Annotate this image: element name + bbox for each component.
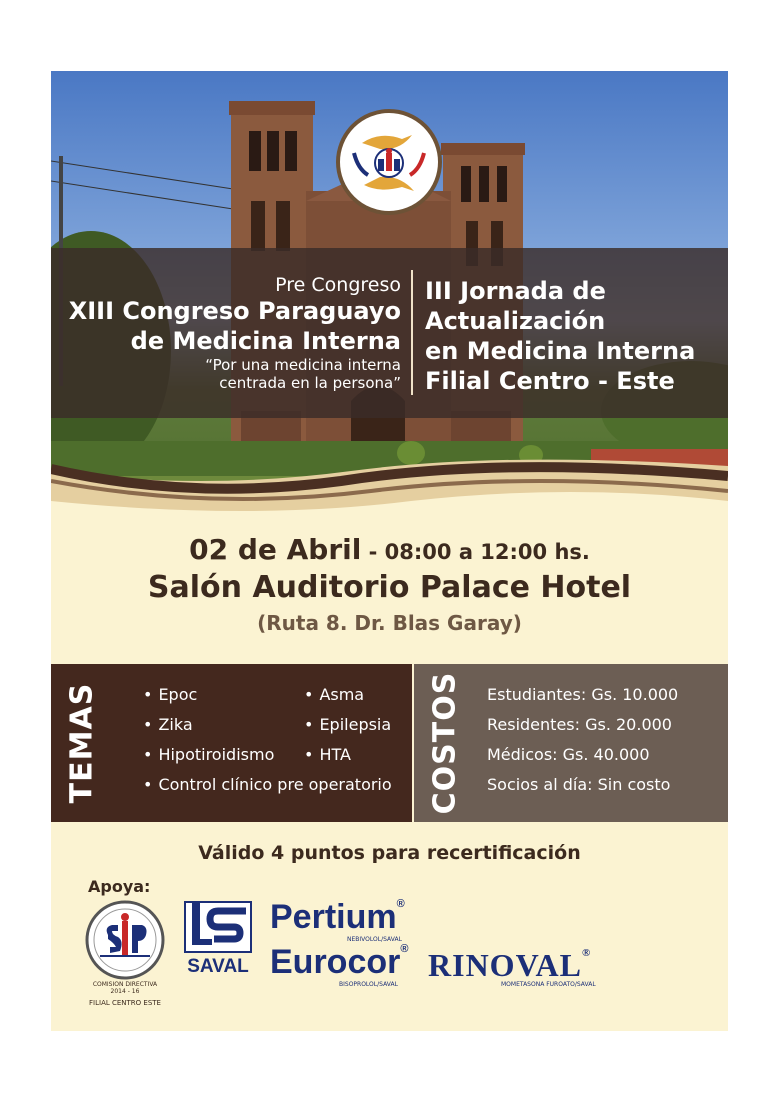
- apoya-label: Apoya:: [88, 877, 151, 896]
- recertification-note: Válido 4 puntos para recertificación: [198, 842, 581, 864]
- jornada-line3: en Medicina Interna: [425, 337, 696, 365]
- tema-item: • Zika: [143, 715, 193, 734]
- tema-item: • HTA: [304, 745, 351, 764]
- event-date: 02 de Abril: [189, 533, 362, 566]
- temas-label: TEMAS: [64, 682, 100, 804]
- jornada-title-block: [425, 276, 695, 396]
- event-venue: Salón Auditorio Palace Hotel: [147, 570, 632, 605]
- costos-label: COSTOS: [427, 671, 463, 815]
- costos-list: [487, 680, 678, 800]
- tema-item: • Control clínico pre operatorio: [143, 775, 392, 794]
- jornada-line4: Filial Centro - Este: [425, 367, 675, 395]
- event-time: - 08:00 a 12:00 hs.: [361, 540, 590, 564]
- tema-item: • Epoc: [143, 685, 198, 704]
- bullet-icon: •: [143, 745, 153, 764]
- eurocor-subtitle: BISOPROLOL/SAVAL: [339, 981, 398, 988]
- bullet-icon: •: [143, 685, 153, 704]
- tema-item: • Hipotiroidismo: [143, 745, 275, 764]
- filial-text: FILIAL CENTRO ESTE: [89, 999, 161, 1007]
- event-date-line: [51, 533, 728, 566]
- bullet-icon: •: [143, 715, 153, 734]
- comision-text: COMISION DIRECTIVA 2014 - 16: [92, 981, 158, 995]
- costo-item: Socios al día: Sin costo: [487, 775, 671, 794]
- tema-item: • Epilepsia: [304, 715, 392, 734]
- pre-congreso-label: Pre Congreso: [275, 274, 401, 296]
- rinoval-brand: RINOVAL®: [428, 947, 592, 983]
- costo-item: Estudiantes: Gs. 10.000: [487, 685, 679, 704]
- hands-logo-icon: [336, 109, 442, 215]
- title-band: [51, 248, 728, 418]
- congreso-title-block: [69, 274, 401, 392]
- bullet-icon: •: [304, 745, 314, 764]
- rinoval-subtitle: MOMETASONA FUROATO/SAVAL: [501, 981, 596, 988]
- temas-panel: [51, 664, 412, 822]
- jornada-line2: Actualización: [425, 307, 606, 335]
- event-address: (Ruta 8. Dr. Blas Garay): [257, 611, 522, 635]
- spmi-logo-icon: [84, 899, 166, 985]
- bullet-icon: •: [304, 685, 314, 704]
- costo-item: Residentes: Gs. 20.000: [487, 715, 672, 734]
- costos-panel: [414, 664, 728, 822]
- pertium-subtitle: NEBIVOLOL/SAVAL: [347, 936, 402, 943]
- costo-item: Médicos: Gs. 40.000: [487, 745, 650, 764]
- jornada-line1: III Jornada de: [425, 277, 606, 305]
- motto-line2: centrada en la persona”: [219, 374, 401, 392]
- bullet-icon: •: [143, 775, 153, 794]
- motto-line1: “Por una medicina interna: [205, 356, 401, 374]
- bullet-icon: •: [304, 715, 314, 734]
- eurocor-brand: Eurocor®: [270, 943, 409, 981]
- poster: [51, 71, 728, 1031]
- pertium-brand: Pertium®: [270, 898, 405, 936]
- event-details: [51, 533, 728, 635]
- hero-photo: [51, 71, 728, 526]
- tema-item: • Asma: [304, 685, 365, 704]
- title-divider: [411, 270, 413, 395]
- temas-list-right: [304, 680, 391, 770]
- saval-wordmark: SAVAL: [187, 956, 249, 977]
- congreso-title-line2: de Medicina Interna: [130, 327, 401, 355]
- saval-logo-icon: [184, 901, 252, 957]
- congreso-title-line1: XIII Congreso Paraguayo: [68, 297, 401, 325]
